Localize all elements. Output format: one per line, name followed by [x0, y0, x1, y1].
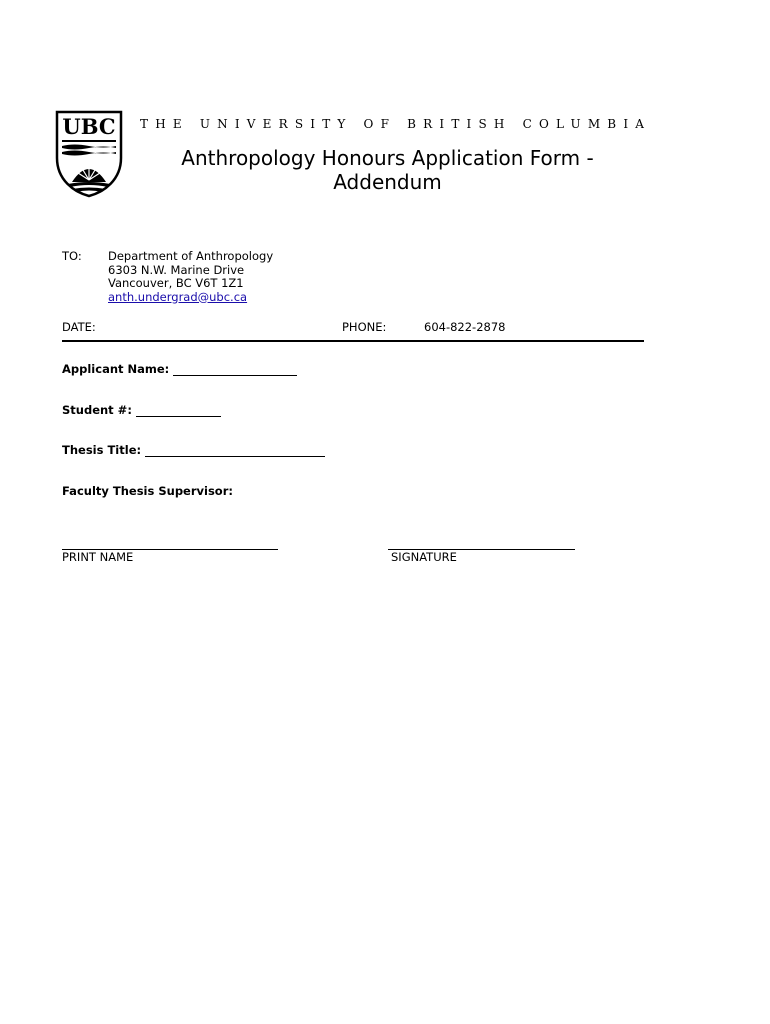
department-name: Department of Anthropology	[108, 249, 274, 263]
university-name: THE UNIVERSITY OF BRITISH COLUMBIA	[140, 117, 652, 131]
applicant-name-row	[62, 362, 297, 376]
thesis-title-row	[62, 443, 325, 457]
header-divider	[62, 340, 644, 342]
city-address: Vancouver, BC V6T 1Z1	[108, 276, 244, 290]
applicant-name-label: Applicant Name:	[62, 362, 170, 376]
form-title: Anthropology Honours Application Form - Addendum	[181, 146, 594, 194]
signature-label: SIGNATURE	[391, 550, 457, 564]
student-number-row	[62, 403, 221, 417]
phone-value: 604-822-2878	[424, 320, 506, 334]
email-link[interactable]: anth.undergrad@ubc.ca	[108, 289, 248, 304]
ubc-crest-logo	[54, 110, 124, 198]
thesis-title-field[interactable]	[145, 445, 325, 457]
print-name-label: PRINT NAME	[62, 550, 134, 564]
address-block	[108, 250, 273, 304]
thesis-title-label: Thesis Title:	[62, 443, 142, 457]
to-label: TO:	[62, 249, 82, 263]
date-label: DATE:	[62, 320, 96, 334]
student-number-field[interactable]	[136, 405, 221, 417]
supervisor-row	[62, 484, 233, 498]
logo-text: UBC	[62, 114, 116, 139]
supervisor-label: Faculty Thesis Supervisor:	[62, 484, 233, 498]
applicant-name-field[interactable]	[173, 364, 297, 376]
student-number-label: Student #:	[62, 403, 132, 417]
phone-label: PHONE:	[342, 320, 387, 334]
street-address: 6303 N.W. Marine Drive	[108, 262, 245, 277]
